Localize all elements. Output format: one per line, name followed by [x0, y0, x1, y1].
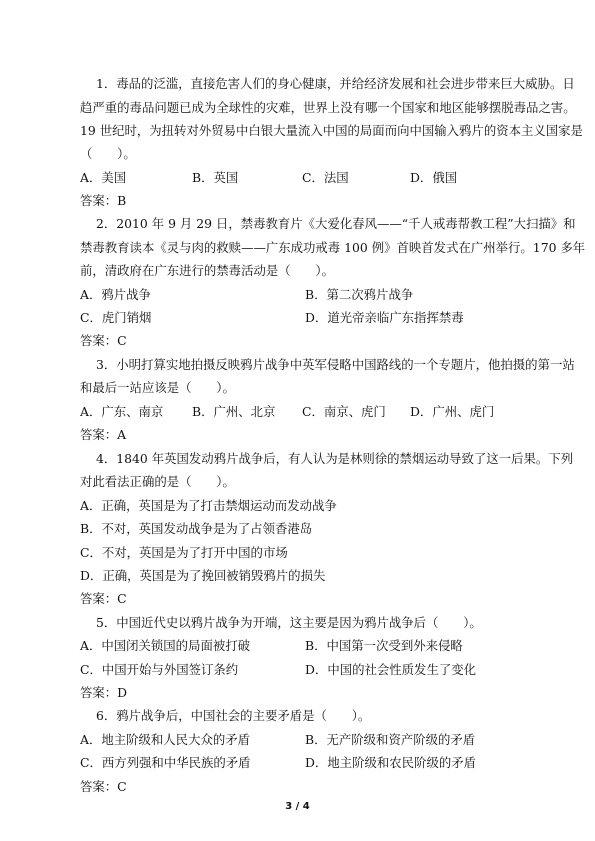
q1-options: [80, 170, 530, 186]
q4-line-2: 对此看法正确的是（ ）。: [80, 474, 235, 489]
q6-answer: 答案：C: [80, 779, 127, 794]
q4-option-a: A．正确，英国是为了打击禁烟运动而发动战争: [80, 498, 337, 513]
q5-options-row-2: [80, 662, 530, 678]
q4-option-c: C．不对，英国是为了打开中国的市场: [80, 545, 288, 560]
q3-options: [80, 404, 530, 420]
q6-options-row-2: [80, 755, 530, 771]
q2-option-c: C．虎门销烟: [80, 310, 152, 325]
q3-option-a: A．广东、南京: [80, 404, 164, 419]
q3-line-2: 和最后一站应该是（ ）。: [80, 380, 235, 395]
q1-line-1: 1．毒品的泛滥，直接危害人们的身心健康，并给经济发展和社会进步带来巨大威胁。日: [96, 76, 575, 91]
q1-line-4: （ ）。: [80, 146, 136, 161]
q4-option-b: B．不对，英国发动战争是为了占领香港岛: [80, 521, 313, 536]
q2-options-row-1: [80, 287, 530, 303]
q2-answer: 答案：C: [80, 333, 127, 348]
q6-option-d: D．地主阶级和农民阶级的矛盾: [305, 755, 477, 770]
q3-option-b: B．广州、北京: [192, 404, 276, 419]
q5-option-c: C．中国开始与外国签订条约: [80, 662, 239, 677]
q1-option-c: C．法国: [302, 170, 349, 185]
q5-options-row-1: [80, 638, 530, 654]
q5-answer: 答案：D: [80, 685, 128, 700]
q6-line-1: 6．鸦片战争后，中国社会的主要矛盾是（ ）。: [96, 708, 371, 723]
q1-option-d: D．俄国: [410, 170, 458, 185]
page-number: 3 / 4: [285, 801, 310, 812]
q4-answer: 答案：C: [80, 591, 127, 606]
q2-option-a: A．鸦片战争: [80, 287, 151, 302]
q1-line-3: 19 世纪时，为扭转对外贸易中白银大量流入中国的局面而向中国输入鸦片的资本主义国家是: [80, 123, 583, 138]
q1-answer: 答案：B: [80, 193, 127, 208]
q6-option-b: B．无产阶级和资产阶级的矛盾: [305, 732, 476, 747]
q2-option-b: B．第二次鸦片战争: [305, 287, 414, 302]
q6-option-a: A．地主阶级和人民大众的矛盾: [80, 732, 251, 747]
q6-options-row-1: [80, 732, 530, 748]
q6-option-c: C．西方列强和中华民族的矛盾: [80, 755, 251, 770]
q1-option-a: A．美国: [80, 170, 127, 185]
q2-line-3: 前，清政府在广东进行的禁毒活动是（ ）。: [80, 263, 335, 278]
q3-line-1: 3．小明打算实地拍摄反映鸦片战争中英军侵略中国路线的一个专题片，他拍摄的第一站: [96, 357, 575, 372]
q3-answer: 答案：A: [80, 427, 127, 442]
q1-line-2: 趋严重的毒品问题已成为全球性的灾难，世界上没有哪一个国家和地区能够摆脱毒品之害。: [80, 100, 576, 115]
q2-line-1: 2．2010 年 9 月 29 日，禁毒教育片《大爱化春风——“千人戒毒帮教工程”大扫描》和: [96, 216, 576, 231]
q5-option-a: A．中国闭关锁国的局面被打破: [80, 638, 251, 653]
q2-option-d: D．道光帝亲临广东指挥禁毒: [305, 310, 464, 325]
q5-option-d: D．中国的社会性质发生了变化: [305, 662, 477, 677]
q2-options-row-2: [80, 310, 530, 326]
q4-option-d: D．正确，英国是为了挽回被销毁鸦片的损失: [80, 568, 326, 583]
q1-option-b: B．英国: [192, 170, 239, 185]
q5-line-1: 5．中国近代史以鸦片战争为开端，这主要是因为鸦片战争后（ ）。: [96, 615, 482, 630]
q3-option-c: C．南京、虎门: [302, 404, 386, 419]
q2-line-2: 禁毒教育读本《灵与肉的救赎——广东成功戒毒 100 例》首映首发式在广州举行。170 多年: [80, 240, 586, 255]
q3-option-d: D．广州、虎门: [410, 404, 495, 419]
q5-option-b: B．中国第一次受到外来侵略: [305, 638, 463, 653]
q4-line-1: 4．1840 年英国发动鸦片战争后，有人认为是林则徐的禁烟运动导致了这一后果。下列: [96, 451, 574, 466]
